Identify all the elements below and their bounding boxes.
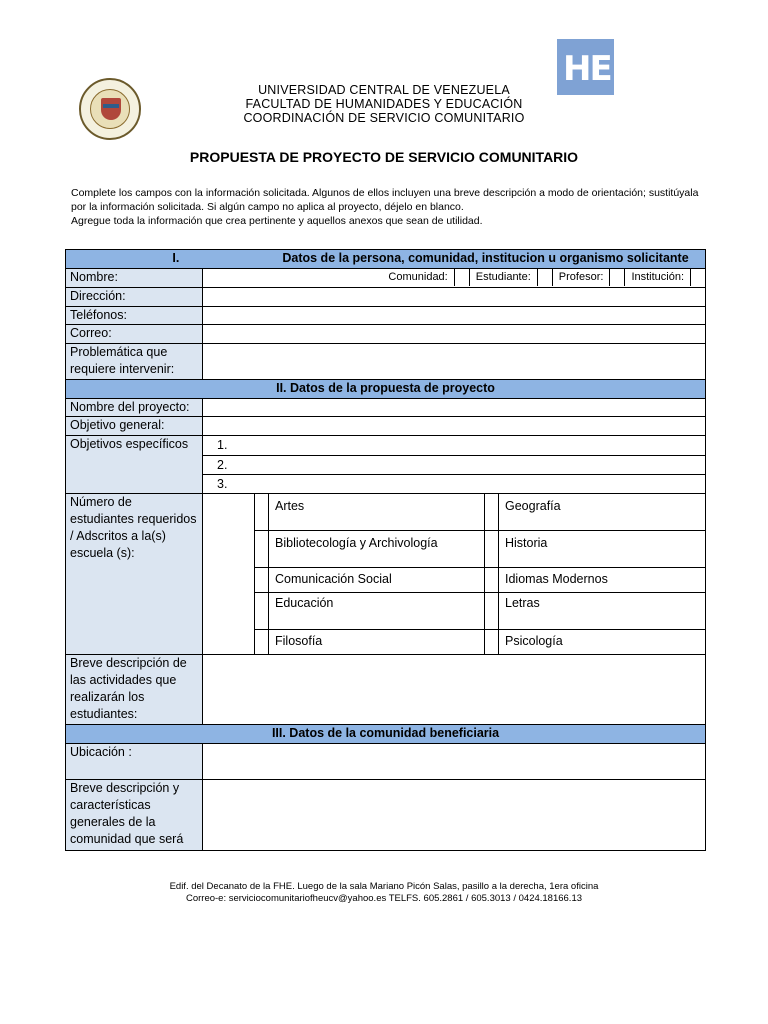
school-checkbox[interactable] <box>255 531 269 568</box>
header-line-3: COORDINACIÓN DE SERVICIO COMUNITARIO <box>243 111 525 125</box>
direccion-label: Dirección: <box>66 288 203 307</box>
footer-contact: Correo-e: serviciocomunitariofheucv@yahoo.es TELFS. 605.2861 / 605.3013 / 0424.18166.13 <box>185 893 583 904</box>
correo-field[interactable] <box>203 325 706 344</box>
problematica-label: Problemática que requiere intervenir: <box>66 344 203 380</box>
footer <box>0 881 768 905</box>
requester-type-row <box>203 269 706 288</box>
nombre-label: Nombre: <box>66 269 203 288</box>
section-1-header: I. Datos de la persona, comunidad, institucion u organismo solicitante <box>66 250 706 269</box>
numero-estudiantes-label: Número de estudiantes requeridos / Adscritos a la(s) escuela (s): <box>66 494 203 655</box>
instruction-line: por la información solicitada. Si algún campo no aplica al proyecto, déjelo en blanco. <box>71 201 464 213</box>
section-3-header: III. Datos de la comunidad beneficiaria <box>66 725 706 744</box>
objetivo-2-field[interactable]: 2. <box>203 456 706 475</box>
nombre-proyecto-label: Nombre del proyecto: <box>66 399 203 417</box>
school-bibliotecologia: Bibliotecología y Archivología <box>269 531 485 568</box>
institucion-checkbox[interactable] <box>690 269 705 286</box>
type-profesor-label: Profesor: <box>552 269 610 286</box>
school-geografia: Geografía <box>499 494 706 531</box>
ubicacion-label: Ubicación : <box>66 744 203 780</box>
page-title: PROPUESTA DE PROYECTO DE SERVICIO COMUNITARIO <box>189 149 579 165</box>
instruction-line: Agregue toda la información que crea pertinente y aquellos anexos que sean de utilidad. <box>71 215 483 227</box>
school-checkbox[interactable] <box>485 494 499 531</box>
school-filosofia: Filosofía <box>269 630 485 655</box>
fhe-logo-icon: HE <box>557 39 614 95</box>
header-line-2: FACULTAD DE HUMANIDADES Y EDUCACIÓN <box>245 97 523 111</box>
institution-header <box>200 83 568 125</box>
school-checkbox[interactable] <box>255 568 269 593</box>
header-line-1: UNIVERSIDAD CENTRAL DE VENEZUELA <box>258 83 510 97</box>
estudiante-checkbox[interactable] <box>537 269 552 286</box>
school-checkbox[interactable] <box>255 593 269 630</box>
section-2-header: II. Datos de la propuesta de proyecto <box>66 380 706 399</box>
breve-descripcion-comunidad-label: Breve descripción y características generales de la comunidad que será <box>66 780 203 851</box>
ubicacion-field[interactable] <box>203 744 706 780</box>
numero-estudiantes-field[interactable] <box>203 494 255 655</box>
direccion-field[interactable] <box>203 288 706 307</box>
type-institucion-label: Institución: <box>624 269 690 286</box>
school-artes: Artes <box>269 494 485 531</box>
university-seal-icon <box>79 78 141 140</box>
school-comunicacion-social: Comunicación Social <box>269 568 485 593</box>
school-checkbox[interactable] <box>485 568 499 593</box>
breve-descripcion-comunidad-field[interactable] <box>203 780 706 851</box>
objetivo-general-label: Objetivo general: <box>66 417 203 436</box>
school-checkbox[interactable] <box>255 630 269 655</box>
school-checkbox[interactable] <box>485 593 499 630</box>
project-form <box>65 249 706 851</box>
school-idiomas-modernos: Idiomas Modernos <box>499 568 706 593</box>
objetivo-1-field[interactable]: 1. <box>203 436 706 456</box>
school-historia: Historia <box>499 531 706 568</box>
breve-descripcion-actividades-field[interactable] <box>203 655 706 725</box>
telefonos-label: Teléfonos: <box>66 307 203 325</box>
comunidad-checkbox[interactable] <box>454 269 469 286</box>
objetivos-especificos-label: Objetivos específicos <box>66 436 203 494</box>
instructions <box>71 186 711 228</box>
problematica-field[interactable] <box>203 344 706 380</box>
type-comunidad-label: Comunidad: <box>388 271 448 283</box>
correo-label: Correo: <box>66 325 203 344</box>
objetivo-general-field[interactable] <box>203 417 706 436</box>
school-letras: Letras <box>499 593 706 630</box>
type-estudiante-label: Estudiante: <box>469 269 537 286</box>
footer-address: Edif. del Decanato de la FHE. Luego de la sala Mariano Picón Salas, pasillo a la derecha, 1era oficina <box>169 881 599 892</box>
school-checkbox[interactable] <box>485 531 499 568</box>
objetivo-3-field[interactable]: 3. <box>203 475 706 494</box>
instruction-line: Complete los campos con la información solicitada. Algunos de ellos incluyen una breve descripción a modo de orientación; sustitúyala <box>71 187 699 199</box>
school-educacion: Educación <box>269 593 485 630</box>
school-checkbox[interactable] <box>485 630 499 655</box>
school-checkbox[interactable] <box>255 494 269 531</box>
telefonos-field[interactable] <box>203 307 706 325</box>
nombre-proyecto-field[interactable] <box>203 399 706 417</box>
school-psicologia: Psicología <box>499 630 706 655</box>
breve-descripcion-actividades-label: Breve descripción de las actividades que realizarán los estudiantes: <box>66 655 203 725</box>
profesor-checkbox[interactable] <box>609 269 624 286</box>
